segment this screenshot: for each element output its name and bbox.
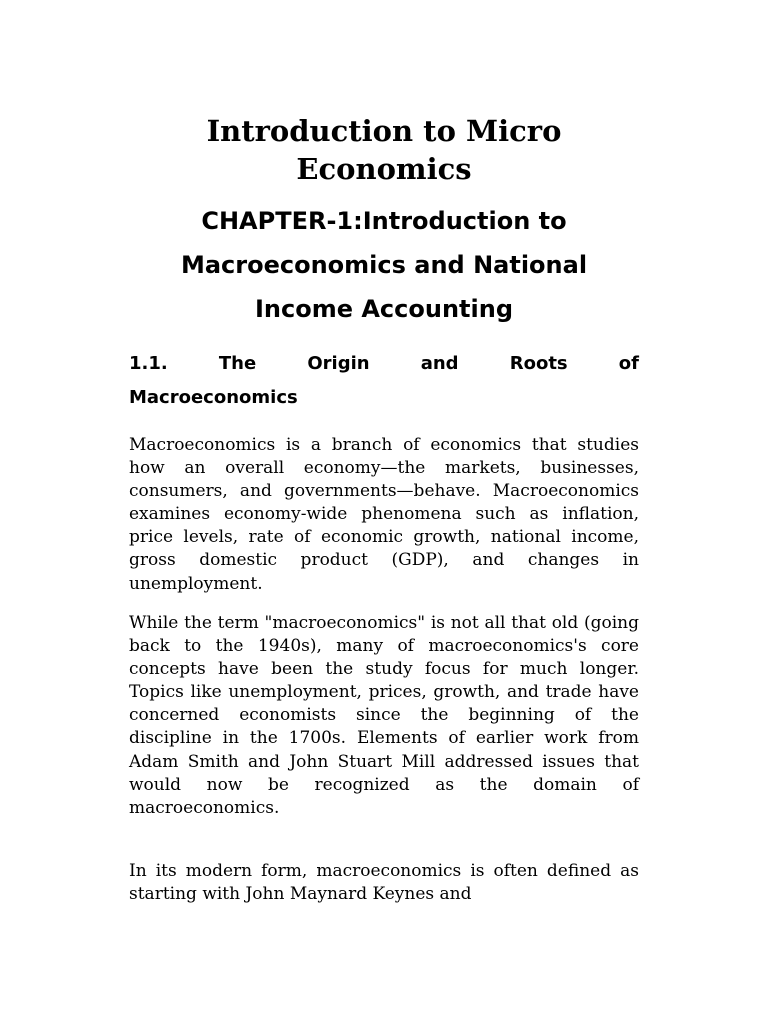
paragraph-1: Macroeconomics is a branch of economics that studies how an overall economy—the markets, businesses, consumers, and governments—behave. Macroeconomics examines economy-wide phenomena such as inflation, price levels, rate of economic growth, national income, gross domestic product (GDP), and changes in unemployment. (129, 435, 639, 594)
section-heading-line-1: 1.1. The Origin and Roots of (129, 353, 639, 374)
document-title: Introduction to Micro Economics (206, 114, 562, 186)
paragraph-2: While the term "macroeconomics" is not all that old (going back to the 1940s), many of macroeconomics's core concepts have been the study focus for much longer. Topics like unemployment, prices, growth, and trade have concerned economists since the beginning of the discipline in the 1700s. Elements of earlier work from Adam Smith and John Stuart Mill addressed issues that would now be recognized as the domain of macroeconomics. (129, 613, 639, 818)
section-heading-line-2: Macroeconomics (129, 387, 298, 408)
paragraph-3: In its modern form, macroeconomics is often defined as starting with John Maynard Keynes and (129, 861, 639, 905)
chapter-title: CHAPTER-1:Introduction to Macroeconomics and National Income Accounting (180, 207, 588, 323)
section-heading (129, 347, 639, 415)
